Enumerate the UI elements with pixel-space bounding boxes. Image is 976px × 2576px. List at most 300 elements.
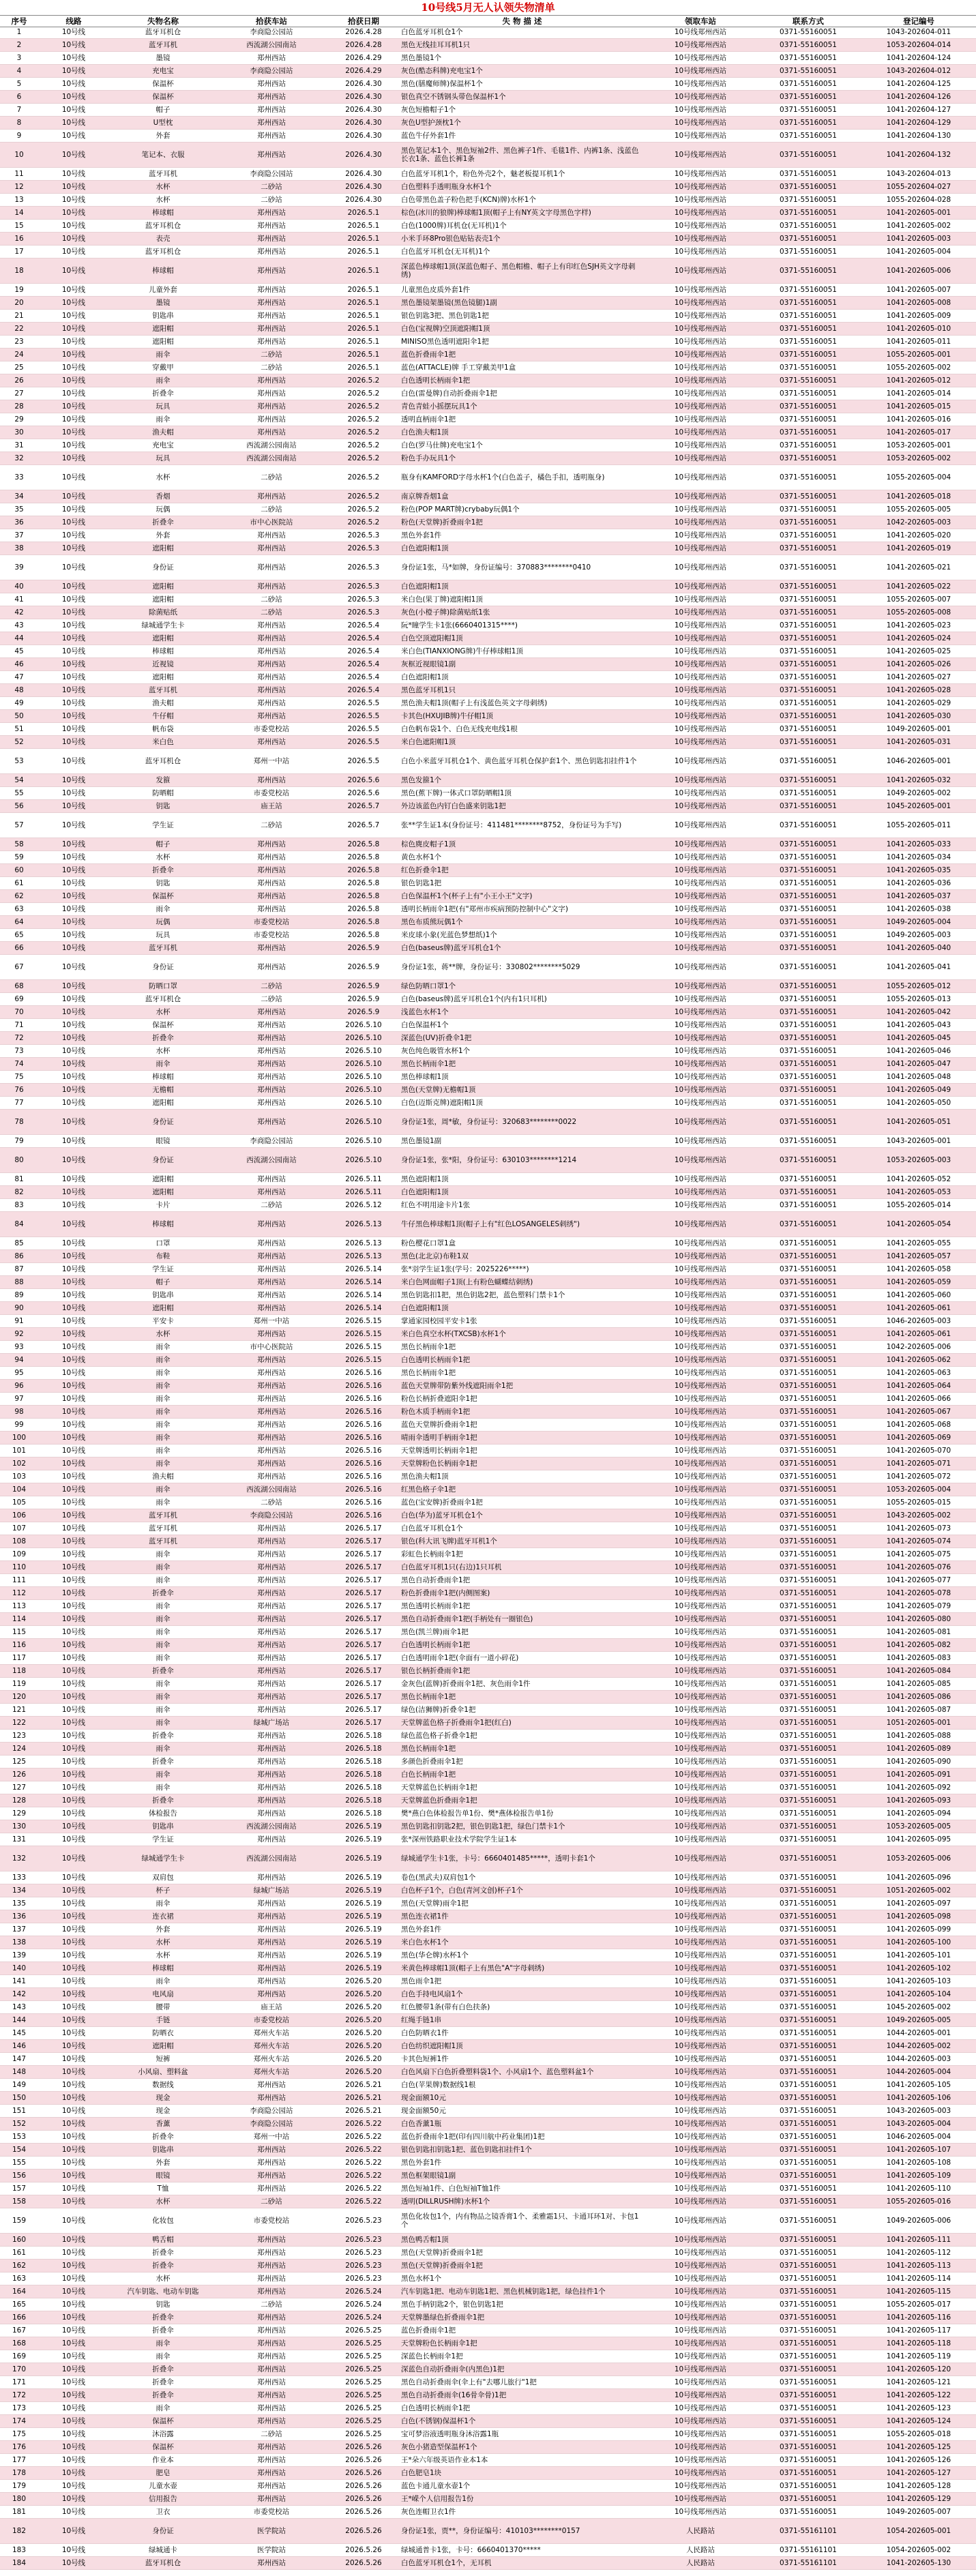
cell-reg-no: 1041-202605-004 xyxy=(886,248,951,256)
cell-found-date: 2026.5.16 xyxy=(345,1369,382,1377)
cell-reg-no: 1041-202605-062 xyxy=(886,1356,951,1364)
cell-item-name: 双肩包 xyxy=(152,1874,174,1882)
cell-pickup-station: 10号线郑州西站 xyxy=(674,2508,727,2516)
cell-found-station: 郑州西站 xyxy=(257,2352,286,2360)
cell-contact: 0371-55160051 xyxy=(780,963,837,971)
cell-pickup-station: 10号线郑州西站 xyxy=(674,1356,727,1364)
cell-found-date: 2026.5.26 xyxy=(345,2527,382,2535)
cell-line: 10号线 xyxy=(61,931,86,939)
table-row xyxy=(0,181,976,194)
cell-line: 10号线 xyxy=(61,1550,86,1558)
cell-found-date: 2026.5.9 xyxy=(347,995,380,1003)
cell-line: 10号线 xyxy=(61,222,86,230)
header-reg-no: 登记编号 xyxy=(903,16,934,26)
cell-found-station: 郑州西站 xyxy=(257,840,286,848)
cell-description: 白色(不锈钢)保温杯1个 xyxy=(401,2417,476,2425)
table-row xyxy=(0,1250,976,1263)
table-row xyxy=(0,1884,976,1897)
table-row xyxy=(0,452,976,465)
cell-found-station: 郑州西站 xyxy=(257,712,286,720)
cell-item-name: 眼镜 xyxy=(156,1137,171,1145)
cell-reg-no: 1053-202605-003 xyxy=(886,1156,951,1164)
table-row xyxy=(0,297,976,310)
cell-found-date: 2026.5.5 xyxy=(347,738,380,746)
table-row xyxy=(0,2402,976,2415)
cell-found-date: 2026.5.26 xyxy=(345,2482,382,2490)
cell-item-name: 雨伞 xyxy=(156,1356,171,1364)
table-row xyxy=(0,529,976,542)
cell-line: 10号线 xyxy=(61,518,86,527)
cell-seq: 169 xyxy=(12,2352,27,2360)
cell-contact: 0371-55160051 xyxy=(780,1680,837,1688)
cell-contact: 0371-55160051 xyxy=(780,2197,837,2206)
cell-seq: 162 xyxy=(12,2262,27,2270)
cell-seq: 93 xyxy=(14,1343,24,1351)
cell-pickup-station: 10号线郑州西站 xyxy=(674,2094,727,2102)
cell-description: 白色遮阳帽1顶 xyxy=(401,1304,449,1312)
cell-pickup-station: 10号线郑州西站 xyxy=(674,1874,727,1882)
cell-reg-no: 1041-202605-012 xyxy=(886,376,951,385)
cell-seq: 89 xyxy=(14,1291,24,1299)
table-row xyxy=(0,1097,976,1110)
cell-found-station: 李商隐公园站 xyxy=(250,28,293,36)
table-row xyxy=(0,1574,976,1587)
cell-description: 彩虹色长柄雨伞1把 xyxy=(401,1550,463,1558)
cell-reg-no: 1055-202605-013 xyxy=(886,995,951,1003)
cell-item-name: 折叠伞 xyxy=(152,1034,174,1042)
cell-line: 10号线 xyxy=(61,1628,86,1636)
cell-description: 黑色墨镜架墨镜(黑色镜腿)1副 xyxy=(401,299,497,307)
cell-seq: 38 xyxy=(14,544,24,552)
cell-found-date: 2026.5.8 xyxy=(347,879,380,887)
cell-seq: 134 xyxy=(12,1886,27,1895)
cell-found-station: 郑州西站 xyxy=(257,1291,286,1299)
table-row xyxy=(0,1457,976,1470)
cell-pickup-station: 10号线郑州西站 xyxy=(674,1654,727,1662)
cell-reg-no: 1041-202605-027 xyxy=(886,673,951,681)
cell-reg-no: 1041-202605-122 xyxy=(886,2391,951,2399)
cell-pickup-station: 10号线郑州西站 xyxy=(674,441,727,449)
cell-pickup-station: 10号线郑州西站 xyxy=(674,132,727,140)
cell-seq: 124 xyxy=(12,1745,27,1753)
cell-description: 蓝色天堂牌折叠雨伞1把 xyxy=(401,1421,477,1429)
cell-pickup-station: 10号线郑州西站 xyxy=(674,1447,727,1455)
cell-contact: 0371-55160051 xyxy=(780,1745,837,1753)
cell-contact: 0371-55160051 xyxy=(780,2391,837,2399)
table-row xyxy=(0,1678,976,1691)
cell-item-name: T恤 xyxy=(157,2185,169,2193)
cell-pickup-station: 10号线郑州西站 xyxy=(674,2262,727,2270)
cell-pickup-station: 10号线郑州西站 xyxy=(674,267,727,275)
cell-seq: 24 xyxy=(14,351,24,359)
cell-pickup-station: 10号线郑州西站 xyxy=(674,1304,727,1312)
cell-line: 10号线 xyxy=(61,699,86,707)
cell-reg-no: 1041-202605-089 xyxy=(886,1745,951,1753)
table-row xyxy=(0,749,976,774)
cell-found-date: 2026.5.5 xyxy=(347,712,380,720)
cell-found-station: 郑州西站 xyxy=(257,1086,286,1094)
cell-found-station: 郑州西站 xyxy=(257,531,286,539)
cell-contact: 0371-55160051 xyxy=(780,1099,837,1107)
cell-contact: 0371-55160051 xyxy=(780,1783,837,1792)
cell-item-name: 信用报告 xyxy=(149,2495,177,2503)
cell-item-name: 笔记本、衣服 xyxy=(141,151,185,159)
cell-contact: 0371-55160051 xyxy=(780,209,837,217)
cell-seq: 127 xyxy=(12,1783,27,1792)
table-row xyxy=(0,1923,976,1936)
cell-pickup-station: 10号线郑州西站 xyxy=(674,2313,727,2322)
cell-seq: 45 xyxy=(14,647,24,655)
table-row xyxy=(0,349,976,361)
cell-pickup-station: 10号线郑州西站 xyxy=(674,2172,727,2180)
cell-line: 10号线 xyxy=(61,209,86,217)
cell-reg-no: 1044-202605-004 xyxy=(886,2068,951,2076)
cell-found-station: 二砂站 xyxy=(261,982,282,990)
cell-reg-no: 1049-202605-001 xyxy=(886,725,951,733)
cell-description: 汽车钥匙1把、电动车钥匙1把、黑色机械钥匙1把，绿色挂件1个 xyxy=(401,2288,606,2296)
cell-line: 10号线 xyxy=(61,1732,86,1740)
cell-found-station: 郑州西站 xyxy=(257,1330,286,1338)
table-row xyxy=(0,78,976,91)
cell-seq: 156 xyxy=(12,2172,27,2180)
cell-line: 10号线 xyxy=(61,1758,86,1766)
cell-seq: 94 xyxy=(14,1356,24,1364)
cell-found-station: 郑州西站 xyxy=(257,1034,286,1042)
cell-item-name: 雨伞 xyxy=(156,1680,171,1688)
cell-pickup-station: 人民路站 xyxy=(686,2546,715,2554)
table-row xyxy=(0,1032,976,1045)
cell-contact: 0371-55160051 xyxy=(780,1008,837,1016)
cell-item-name: 钥匙 xyxy=(156,802,171,810)
cell-description: 黑色长柄雨伞1把 xyxy=(401,1343,456,1351)
cell-pickup-station: 人民路站 xyxy=(686,2527,715,2535)
cell-line: 10号线 xyxy=(61,2482,86,2490)
cell-description: 黑色长柄雨伞1把 xyxy=(401,1693,456,1701)
cell-found-station: 郑州西站 xyxy=(257,1356,286,1364)
cell-found-date: 2026.5.6 xyxy=(347,776,380,784)
cell-description: 灰色小猪造型保温杯1个 xyxy=(401,2443,477,2451)
cell-found-date: 2026.5.1 xyxy=(347,338,380,346)
cell-found-station: 郑州西站 xyxy=(257,1047,286,1055)
cell-found-station: 郑州西站 xyxy=(257,1524,286,1533)
cell-found-station: 郑州西站 xyxy=(257,1369,286,1377)
cell-reg-no: 1041-202605-101 xyxy=(886,1951,951,1959)
cell-description: 黑色(天堂牌)折叠雨伞1把 xyxy=(401,2249,483,2257)
cell-description: 卡其色短裤1件 xyxy=(401,2055,449,2063)
cell-contact: 0371-55160051 xyxy=(780,454,837,462)
cell-description: 白色透明长柄雨伞1把 xyxy=(401,376,471,385)
cell-found-station: 郑州火车站 xyxy=(253,2055,290,2063)
cell-reg-no: 1041-202605-071 xyxy=(886,1460,951,1468)
cell-description: 黑色(天堂牌)雨伞1把 xyxy=(401,1899,469,1908)
cell-seq: 178 xyxy=(12,2469,27,2477)
cell-found-station: 郑州西站 xyxy=(257,1118,286,1126)
table-row xyxy=(0,258,976,284)
cell-reg-no: 1041-202605-080 xyxy=(886,1615,951,1623)
cell-description: 白色(迈斯克牌)遮阳帽1顶 xyxy=(401,1099,483,1107)
cell-seq: 150 xyxy=(12,2094,27,2102)
cell-contact: 0371-55160051 xyxy=(780,351,837,359)
table-row xyxy=(0,955,976,980)
cell-reg-no: 1041-202605-009 xyxy=(886,312,951,320)
cell-description: 王*嵘个人信用报告1份 xyxy=(401,2495,474,2503)
cell-found-station: 郑州西站 xyxy=(257,2391,286,2399)
table-row xyxy=(0,942,976,955)
cell-found-date: 2026.5.18 xyxy=(345,1783,382,1792)
cell-seq: 80 xyxy=(14,1156,24,1164)
cell-found-date: 2026.4.30 xyxy=(345,93,382,101)
table-row xyxy=(0,555,976,580)
cell-seq: 54 xyxy=(14,776,24,784)
cell-contact: 0371-55160051 xyxy=(780,544,837,552)
cell-reg-no: 1055-202605-011 xyxy=(886,821,951,829)
table-row xyxy=(0,606,976,619)
cell-line: 10号线 xyxy=(61,1511,86,1520)
cell-seq: 41 xyxy=(14,595,24,604)
cell-reg-no: 1041-202605-090 xyxy=(886,1758,951,1766)
cell-item-name: 雨伞 xyxy=(156,1395,171,1403)
cell-description: 白色(华为)蓝牙耳机仓1个 xyxy=(401,1511,483,1520)
cell-description: 粉色(天堂牌)折叠雨伞1把 xyxy=(401,518,483,527)
header-item-name: 失物名称 xyxy=(147,16,179,26)
cell-pickup-station: 10号线郑州西站 xyxy=(674,54,727,62)
cell-found-date: 2026.5.11 xyxy=(345,1188,382,1196)
cell-found-date: 2026.5.10 xyxy=(345,1099,382,1107)
cell-found-station: 郑州西站 xyxy=(257,866,286,874)
table-row xyxy=(0,130,976,143)
cell-contact: 0371-55160051 xyxy=(780,267,837,275)
cell-line: 10号线 xyxy=(61,1693,86,1701)
cell-reg-no: 1053-202605-006 xyxy=(886,1854,951,1863)
cell-found-station: 郑州西站 xyxy=(257,2185,286,2193)
cell-found-date: 2026.5.8 xyxy=(347,866,380,874)
cell-seq: 129 xyxy=(12,1809,27,1818)
cell-found-station: 郑州西站 xyxy=(257,248,286,256)
cell-reg-no: 1044-202605-002 xyxy=(886,2042,951,2050)
cell-pickup-station: 10号线郑州西站 xyxy=(674,1021,727,1029)
cell-reg-no: 1041-202605-112 xyxy=(886,2249,951,2257)
cell-found-date: 2026.5.14 xyxy=(345,1265,382,1273)
cell-pickup-station: 10号线郑州西站 xyxy=(674,2482,727,2490)
cell-reg-no: 1049-202605-002 xyxy=(886,789,951,797)
cell-description: 蓝色折叠雨伞1把 xyxy=(401,351,456,359)
cell-pickup-station: 10号线郑州西站 xyxy=(674,1783,727,1792)
cell-found-date: 2026.5.12 xyxy=(345,1201,382,1209)
cell-pickup-station: 10号线郑州西站 xyxy=(674,1977,727,1985)
cell-found-station: 郑州西站 xyxy=(257,267,286,275)
cell-reg-no: 1043-202604-013 xyxy=(886,170,951,178)
cell-line: 10号线 xyxy=(61,1925,86,1934)
table-row xyxy=(0,465,976,490)
cell-seq: 31 xyxy=(14,441,24,449)
cell-pickup-station: 10号线郑州西站 xyxy=(674,2300,727,2309)
cell-reg-no: 1046-202605-004 xyxy=(886,2133,951,2141)
cell-seq: 138 xyxy=(12,1938,27,1946)
cell-seq: 72 xyxy=(14,1034,24,1042)
cell-item-name: 杯子 xyxy=(156,1886,171,1895)
cell-line: 10号线 xyxy=(61,2508,86,2516)
cell-description: 身份证1张，蒋**牌，身份证号：330802********5029 xyxy=(401,963,580,971)
cell-seq: 8 xyxy=(16,119,22,127)
cell-contact: 0371-55160051 xyxy=(780,1485,837,1494)
cell-seq: 21 xyxy=(14,312,24,320)
cell-pickup-station: 10号线郑州西站 xyxy=(674,963,727,971)
cell-found-date: 2026.5.25 xyxy=(345,2339,382,2348)
cell-seq: 88 xyxy=(14,1278,24,1286)
cell-contact: 0371-55160051 xyxy=(780,1239,837,1247)
cell-reg-no: 1041-202604-132 xyxy=(886,151,951,159)
table-row xyxy=(0,1730,976,1743)
cell-pickup-station: 10号线郑州西站 xyxy=(674,1060,727,1068)
cell-seq: 96 xyxy=(14,1382,24,1390)
cell-line: 10号线 xyxy=(61,1118,86,1126)
cell-seq: 50 xyxy=(14,712,24,720)
cell-found-date: 2026.5.19 xyxy=(345,1835,382,1844)
cell-line: 10号线 xyxy=(61,2262,86,2270)
cell-reg-no: 1041-202605-113 xyxy=(886,2262,951,2270)
cell-contact: 0371-55160051 xyxy=(780,2094,837,2102)
cell-description: 深蓝色(UV)折叠伞1把 xyxy=(401,1034,472,1042)
cell-line: 10号线 xyxy=(61,454,86,462)
cell-description: 张*深州铁路职业技术学院学生证1本 xyxy=(401,1835,517,1844)
cell-found-station: 郑州西站 xyxy=(257,2365,286,2373)
cell-reg-no: 1041-202605-094 xyxy=(886,1809,951,1818)
table-row xyxy=(0,1071,976,1084)
cell-item-name: 雨伞 xyxy=(156,2352,171,2360)
cell-description: 南京牌香烟1盒 xyxy=(401,492,449,501)
cell-found-station: 郑州西站 xyxy=(257,2288,286,2296)
cell-item-name: 棒球帽 xyxy=(152,209,174,217)
cell-reg-no: 1041-202605-106 xyxy=(886,2094,951,2102)
cell-found-date: 2026.5.1 xyxy=(347,312,380,320)
cell-found-station: 郑州西站 xyxy=(257,1099,286,1107)
cell-line: 10号线 xyxy=(61,41,86,49)
cell-contact: 0371-55160051 xyxy=(780,1447,837,1455)
cell-found-station: 西流湖公园南站 xyxy=(246,1854,297,1863)
cell-found-date: 2026.5.20 xyxy=(345,2068,382,2076)
cell-pickup-station: 10号线郑州西站 xyxy=(674,1382,727,1390)
cell-seq: 17 xyxy=(14,248,24,256)
cell-pickup-station: 10号线郑州西站 xyxy=(674,170,727,178)
cell-line: 10号线 xyxy=(61,492,86,501)
cell-seq: 106 xyxy=(12,1511,27,1520)
cell-reg-no: 1046-202605-001 xyxy=(886,757,951,765)
cell-line: 10号线 xyxy=(61,2443,86,2451)
cell-pickup-station: 10号线郑州西站 xyxy=(674,1576,727,1584)
cell-description: 黑色渔夫帽1顶 xyxy=(401,1472,449,1481)
cell-found-station: 郑州西站 xyxy=(257,2378,286,2386)
cell-found-date: 2026.5.23 xyxy=(345,2249,382,2257)
cell-contact: 0371-55160051 xyxy=(780,1822,837,1831)
cell-seq: 122 xyxy=(12,1719,27,1727)
cell-found-date: 2026.5.10 xyxy=(345,1060,382,1068)
table-row xyxy=(0,2285,976,2298)
cell-found-date: 2026.5.5 xyxy=(347,757,380,765)
cell-description: 宝可梦浴液透明瓶身沐浴露1瓶 xyxy=(401,2430,499,2438)
cell-seq: 105 xyxy=(12,1498,27,1507)
cell-item-name: 保温杯 xyxy=(152,2443,174,2451)
cell-item-name: 雨伞 xyxy=(156,1382,171,1390)
cell-found-station: 郑州西站 xyxy=(257,1408,286,1416)
table-row xyxy=(0,1419,976,1432)
cell-item-name: 学生证 xyxy=(152,1265,174,1273)
cell-pickup-station: 10号线郑州西站 xyxy=(674,1369,727,1377)
cell-found-date: 2026.5.11 xyxy=(345,1175,382,1183)
cell-seq: 70 xyxy=(14,1008,24,1016)
cell-seq: 102 xyxy=(12,1460,27,1468)
cell-seq: 49 xyxy=(14,699,24,707)
cell-pickup-station: 10号线郑州西站 xyxy=(674,1317,727,1325)
table-row xyxy=(0,413,976,426)
cell-description: 米白色水杯1个 xyxy=(401,1938,449,1946)
cell-seq: 176 xyxy=(12,2443,27,2451)
cell-item-name: 充电宝 xyxy=(152,441,174,449)
cell-line: 10号线 xyxy=(61,1447,86,1455)
cell-found-date: 2026.5.21 xyxy=(345,2081,382,2089)
cell-description: 灰色连帽卫衣1件 xyxy=(401,2508,456,2516)
cell-item-name: 遮阳帽 xyxy=(152,634,174,642)
cell-description: 王*朵六年级英语作业本1本 xyxy=(401,2456,488,2464)
cell-line: 10号线 xyxy=(61,995,86,1003)
cell-contact: 0371-55160051 xyxy=(780,1343,837,1351)
cell-line: 10号线 xyxy=(61,563,86,572)
cell-reg-no: 1041-202605-046 xyxy=(886,1047,951,1055)
cell-item-name: 蓝牙耳机仓 xyxy=(145,995,181,1003)
cell-line: 10号线 xyxy=(61,1874,86,1882)
cell-reg-no: 1041-202605-097 xyxy=(886,1899,951,1908)
cell-seq: 148 xyxy=(12,2068,27,2076)
cell-pickup-station: 10号线郑州西站 xyxy=(674,2288,727,2296)
cell-pickup-station: 10号线郑州西站 xyxy=(674,338,727,346)
cell-reg-no: 1041-202605-095 xyxy=(886,1835,951,1844)
cell-pickup-station: 10号线郑州西站 xyxy=(674,866,727,874)
cell-pickup-station: 10号线郑州西站 xyxy=(674,1421,727,1429)
cell-found-date: 2026.5.10 xyxy=(345,1156,382,1164)
cell-found-station: 郑州西站 xyxy=(257,1239,286,1247)
cell-item-name: 折叠伞 xyxy=(152,2365,174,2373)
cell-found-date: 2026.5.26 xyxy=(345,2508,382,2516)
cell-reg-no: 1041-202605-073 xyxy=(886,1524,951,1533)
cell-description: 黑色外套1件 xyxy=(401,2159,442,2167)
cell-line: 10号线 xyxy=(61,2495,86,2503)
cell-seq: 118 xyxy=(12,1667,27,1675)
table-row xyxy=(0,697,976,710)
cell-seq: 159 xyxy=(12,2217,27,2225)
cell-contact: 0371-55160051 xyxy=(780,1796,837,1805)
cell-found-station: 郑州西站 xyxy=(257,738,286,746)
cell-reg-no: 1041-202605-066 xyxy=(886,1395,951,1403)
cell-item-name: 雨伞 xyxy=(156,1977,171,1985)
cell-found-station: 郑州西站 xyxy=(257,699,286,707)
cell-contact: 0371-55160051 xyxy=(780,119,837,127)
cell-pickup-station: 10号线郑州西站 xyxy=(674,840,727,848)
cell-pickup-station: 10号线郑州西站 xyxy=(674,712,727,720)
cell-line: 10号线 xyxy=(61,1220,86,1228)
cell-found-date: 2026.5.17 xyxy=(345,1563,382,1571)
cell-item-name: 学生证 xyxy=(152,1835,174,1844)
cell-found-station: 郑州西站 xyxy=(257,563,286,572)
cell-item-name: 表壳 xyxy=(156,235,171,243)
cell-found-station: 二砂站 xyxy=(261,595,282,604)
cell-found-station: 郑州西站 xyxy=(257,853,286,861)
cell-found-station: 郑州西站 xyxy=(257,544,286,552)
cell-line: 10号线 xyxy=(61,1854,86,1863)
cell-item-name: 棒球帽 xyxy=(152,1220,174,1228)
cell-item-name: 蓝牙耳机 xyxy=(149,686,177,694)
cell-seq: 179 xyxy=(12,2482,27,2490)
cell-found-date: 2026.4.30 xyxy=(345,132,382,140)
table-row xyxy=(0,710,976,723)
